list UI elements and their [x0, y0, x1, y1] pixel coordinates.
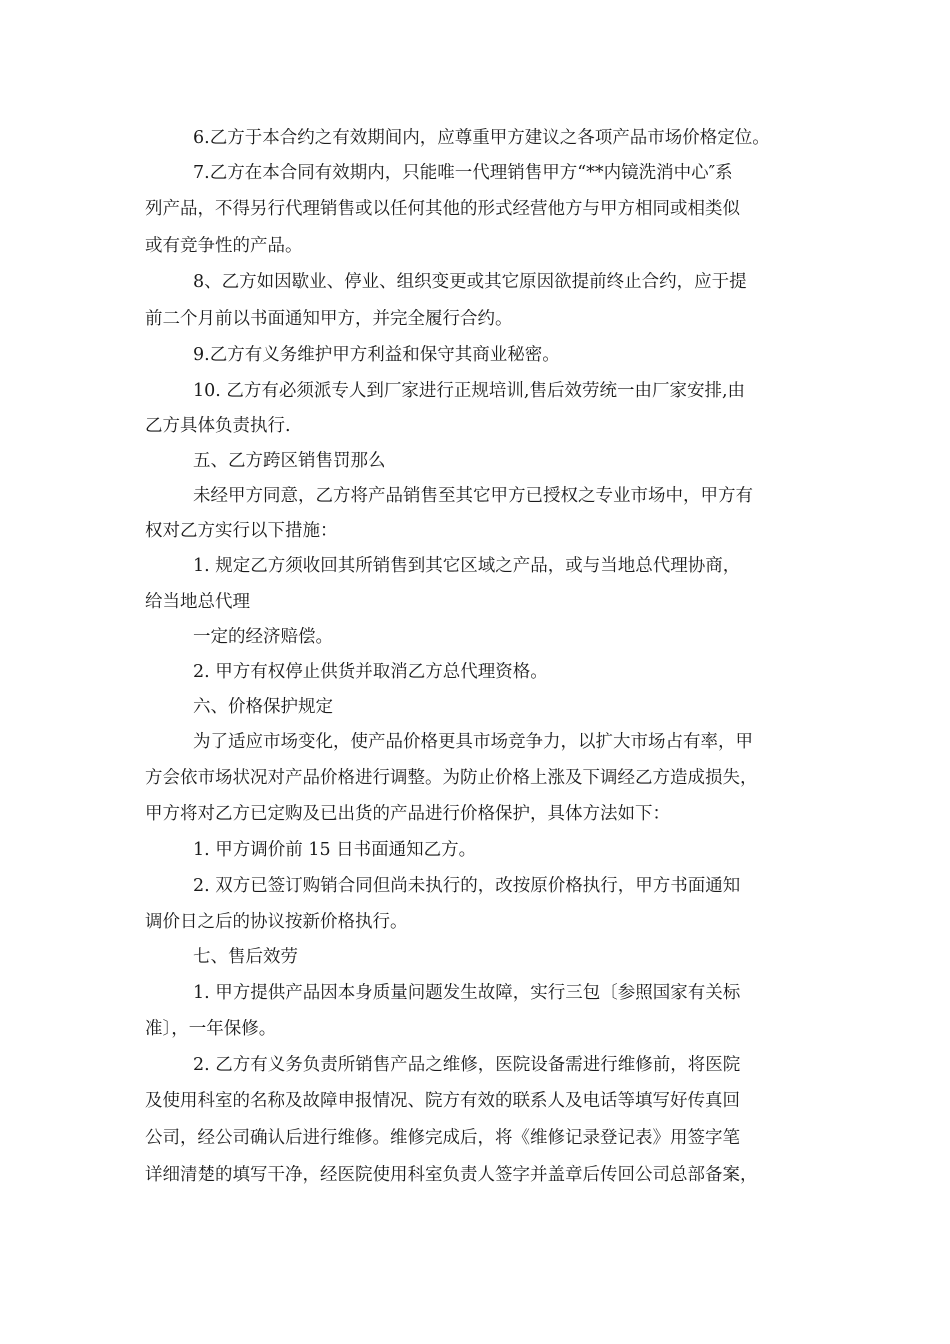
paragraph-line: 方会依市场状况对产品价格进行调整。为防止价格上涨及下调经乙方造成损失， [145, 768, 758, 788]
paragraph-line: 及使用科室的名称及故障申报情况、院方有效的联系人及电话等填写好传真回 [145, 1091, 740, 1111]
paragraph-line: 1. 规定乙方须收回其所销售到其它区域之产品，或与当地总代理协商， [193, 556, 741, 576]
paragraph-line: 乙方具体负责执行. [145, 416, 291, 436]
paragraph-line: 详细清楚的填写干净，经医院使用科室负责人签字并盖章后传回公司总部备案， [145, 1165, 758, 1185]
section-heading: 五、乙方跨区销售罚那么 [193, 451, 386, 471]
paragraph-line: 未经甲方同意，乙方将产品销售至其它甲方已授权之专业市场中，甲方有 [193, 486, 753, 506]
paragraph-line: 7.乙方在本合同有效期内，只能唯一代理销售甲方“**内镜洗消中心″系 [193, 163, 733, 183]
paragraph-line: 给当地总代理 [145, 592, 250, 612]
paragraph-line: 2. 双方已签订购销合同但尚未执行的，改按原价格执行，甲方书面通知 [193, 876, 741, 896]
paragraph-line: 1. 甲方提供产品因本身质量问题发生故障，实行三包〔参照国家有关标 [193, 983, 741, 1003]
paragraph-line: 列产品，不得另行代理销售或以任何其他的形式经营他方与甲方相同或相类似 [145, 199, 740, 219]
paragraph-line: 8、乙方如因歇业、停业、组织变更或其它原因欲提前终止合约，应于提 [193, 272, 747, 292]
paragraph-line: 或有竞争性的产品。 [145, 236, 303, 256]
paragraph-line: 2. 乙方有义务负责所销售产品之维修，医院设备需进行维修前，将医院 [193, 1055, 741, 1075]
paragraph-line: 调价日之后的协议按新价格执行。 [145, 912, 408, 932]
paragraph-line: 甲方将对乙方已定购及已出货的产品进行价格保护，具体方法如下： [145, 804, 670, 824]
section-heading: 六、价格保护规定 [193, 697, 333, 717]
paragraph-line: 准〕，一年保修。 [145, 1019, 277, 1039]
paragraph-line: 一定的经济赔偿。 [193, 627, 333, 647]
paragraph-line: 公司，经公司确认后进行维修。维修完成后，将《维修记录登记表》用签字笔 [145, 1128, 740, 1148]
paragraph-line: 10. 乙方有必须派专人到厂家进行正规培训,售后效劳统一由厂家安排,由 [193, 381, 746, 401]
paragraph-line: 2. 甲方有权停止供货并取消乙方总代理资格。 [193, 662, 548, 682]
paragraph-line: 6.乙方于本合约之有效期间内，应尊重甲方建议之各项产品市场价格定位。 [193, 128, 770, 148]
paragraph-line: 1. 甲方调价前 15 日书面通知乙方。 [193, 840, 477, 860]
paragraph-line: 为了适应市场变化，使产品价格更具市场竞争力，以扩大市场占有率，甲 [193, 732, 753, 752]
paragraph-line: 权对乙方实行以下措施： [145, 521, 338, 541]
section-heading: 七、售后效劳 [193, 947, 298, 967]
paragraph-line: 前二个月前以书面通知甲方，并完全履行合约。 [145, 309, 513, 329]
paragraph-line: 9.乙方有义务维护甲方利益和保守其商业秘密。 [193, 345, 560, 365]
